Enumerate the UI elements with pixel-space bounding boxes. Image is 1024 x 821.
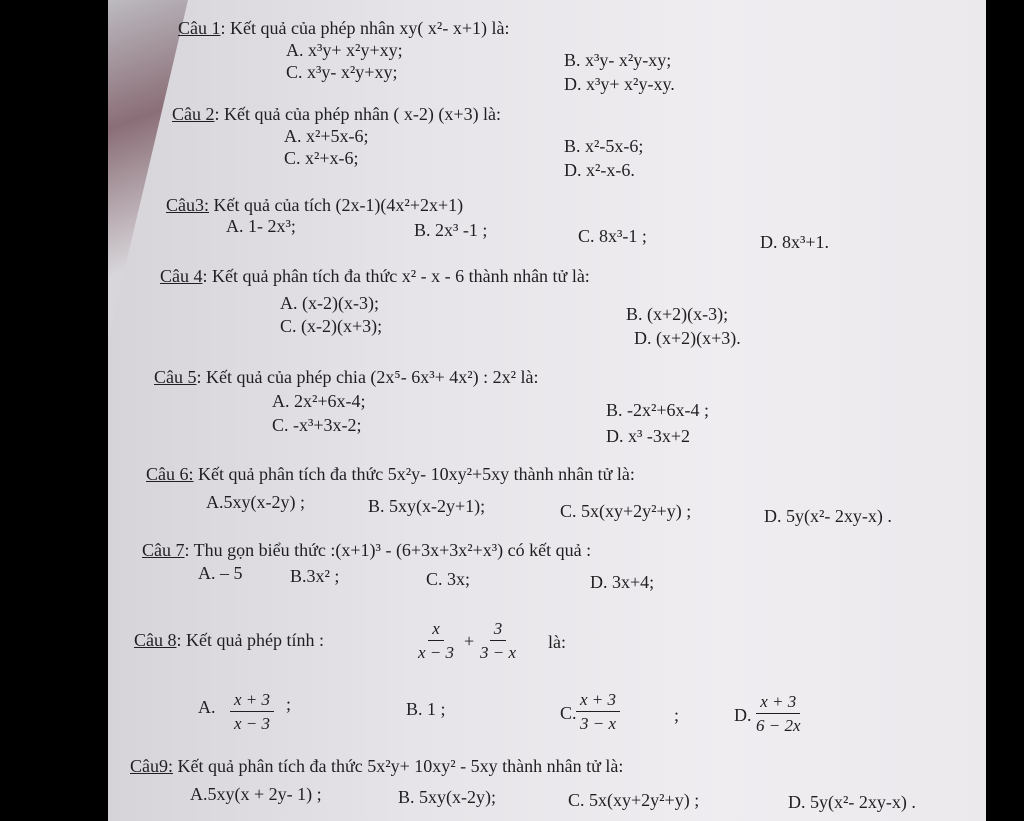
question-2-option-a: A. x²+5x-6;: [284, 126, 369, 146]
paper-fold-shadow: [108, 0, 188, 340]
question-8-option-c-label: C.: [560, 703, 577, 723]
question-4-stem: [160, 266, 590, 286]
question-3-label: Câu3:: [166, 195, 209, 215]
question-7-stem: [142, 540, 591, 560]
question-8-fraction-1: [414, 619, 458, 663]
question-8-option-c-denominator: 3 − x: [580, 714, 617, 733]
question-7-option-c: C. 3x;: [426, 569, 471, 589]
question-1-option-a: A. x³y+ x²y+xy;: [286, 40, 403, 60]
question-8-option-a-tail: ;: [286, 694, 292, 714]
question-8-option-d-denominator: 6 − 2x: [756, 716, 801, 735]
question-7-text: : Thu gọn biểu thức :(x+1)³ - (6+3x+3x²+x³) có kết quả :: [184, 540, 592, 560]
question-2-option-b: B. x²-5x-6;: [564, 136, 644, 156]
question-8-text: : Kết quả phép tính :: [176, 630, 324, 650]
question-6-option-c: C. 5x(xy+2y²+y) ;: [560, 501, 692, 521]
question-6-text: Kết quả phân tích đa thức 5x²y- 10xy²+5xy thành nhân tử là:: [193, 464, 635, 484]
question-8-fraction-2: [476, 619, 520, 663]
question-8-option-c-tail: ;: [674, 705, 680, 725]
question-5-option-c: C. -x³+3x-2;: [272, 415, 362, 435]
question-9-option-d: D. 5y(x²- 2xy-x) .: [788, 792, 916, 812]
question-2-option-d: D. x²-x-6.: [564, 160, 635, 180]
question-3-option-c: C. 8x³-1 ;: [578, 226, 647, 246]
question-5-text: : Kết quả của phép chia (2x⁵- 6x³+ 4x²) : 2x² là:: [196, 367, 539, 387]
question-3-option-b: B. 2x³ -1 ;: [414, 220, 488, 240]
question-6-option-a: A.5xy(x-2y) ;: [206, 492, 305, 512]
question-8-option-d-numerator: x + 3: [756, 692, 800, 714]
question-2-option-c: C. x²+x-6;: [284, 148, 359, 168]
question-6-option-b: B. 5xy(x-2y+1);: [368, 496, 486, 516]
question-4-label: Câu 4: [160, 266, 203, 286]
question-5-stem: [154, 367, 539, 387]
question-8-option-d-label: D.: [734, 705, 752, 725]
question-9-option-b: B. 5xy(x-2y);: [398, 787, 496, 807]
question-9-stem: [130, 756, 623, 776]
question-3-stem: [166, 195, 463, 215]
question-1-text: : Kết quả của phép nhân xy( x²- x+1) là:: [220, 18, 510, 38]
question-9-label: Câu9:: [130, 756, 173, 776]
question-3-text: Kết quả của tích (2x-1)(4x²+2x+1): [209, 195, 464, 215]
question-8-option-c-numerator: x + 3: [576, 690, 620, 712]
question-4-option-b: B. (x+2)(x-3);: [626, 304, 729, 324]
question-5-option-b: B. -2x²+6x-4 ;: [606, 400, 710, 420]
question-1-option-d: D. x³y+ x²y-xy.: [564, 74, 675, 94]
question-8-fraction-1-numerator: x: [428, 619, 444, 641]
question-9-option-c: C. 5x(xy+2y²+y) ;: [568, 790, 700, 810]
question-4-text: : Kết quả phân tích đa thức x² - x - 6 thành nhân tử là:: [202, 266, 590, 286]
question-5-option-d: D. x³ -3x+2: [606, 426, 691, 446]
question-8-option-b: B. 1 ;: [406, 699, 446, 719]
question-9-text: Kết quả phân tích đa thức 5x²y+ 10xy² - 5xy thành nhân tử là:: [173, 756, 624, 776]
question-8-fraction-2-denominator: 3 − x: [480, 643, 517, 662]
question-6-label: Câu 6:: [146, 464, 194, 484]
question-8-plus-sign: +: [464, 631, 475, 651]
question-4-option-d: D. (x+2)(x+3).: [634, 328, 741, 348]
question-8-label: Câu 8: [134, 630, 177, 650]
question-8-fraction-2-numerator: 3: [490, 619, 507, 641]
question-3-option-d: D. 8x³+1.: [760, 232, 830, 252]
question-9-option-a: A.5xy(x + 2y- 1) ;: [190, 784, 322, 804]
question-5-option-a: A. 2x²+6x-4;: [272, 391, 366, 411]
question-8-option-a-denominator: x − 3: [234, 714, 271, 733]
question-2-stem: [172, 104, 501, 124]
question-8-stem-tail: là:: [548, 632, 566, 652]
question-7-option-b: B.3x² ;: [290, 566, 340, 586]
question-1-label: Câu 1: [178, 18, 221, 38]
worksheet-paper: [108, 0, 986, 821]
question-4-option-c: C. (x-2)(x+3);: [280, 316, 383, 336]
question-2-label: Câu 2: [172, 104, 215, 124]
question-8-fraction-1-denominator: x − 3: [418, 643, 455, 662]
question-1-stem: [178, 18, 509, 38]
question-7-option-d: D. 3x+4;: [590, 572, 655, 592]
question-6-stem: [146, 464, 635, 484]
question-4-option-a: A. (x-2)(x-3);: [280, 293, 379, 313]
question-8-option-c-fraction: [576, 690, 620, 734]
question-1-option-b: B. x³y- x²y-xy;: [564, 50, 672, 70]
question-7-label: Câu 7: [142, 540, 185, 560]
question-6-option-d: D. 5y(x²- 2xy-x) .: [764, 506, 892, 526]
question-8-option-a-label: A.: [198, 697, 216, 717]
question-8-option-d-fraction: [752, 692, 805, 736]
question-8-stem: [134, 630, 324, 650]
question-3-option-a: A. 1- 2x³;: [226, 216, 296, 236]
question-8-option-a-fraction: [230, 690, 274, 734]
question-7-option-a: A. – 5: [198, 563, 243, 583]
question-2-text: : Kết quả của phép nhân ( x-2) (x+3) là:: [214, 104, 502, 124]
question-5-label: Câu 5: [154, 367, 197, 387]
question-1-option-c: C. x³y- x²y+xy;: [286, 62, 398, 82]
question-8-option-a-numerator: x + 3: [230, 690, 274, 712]
